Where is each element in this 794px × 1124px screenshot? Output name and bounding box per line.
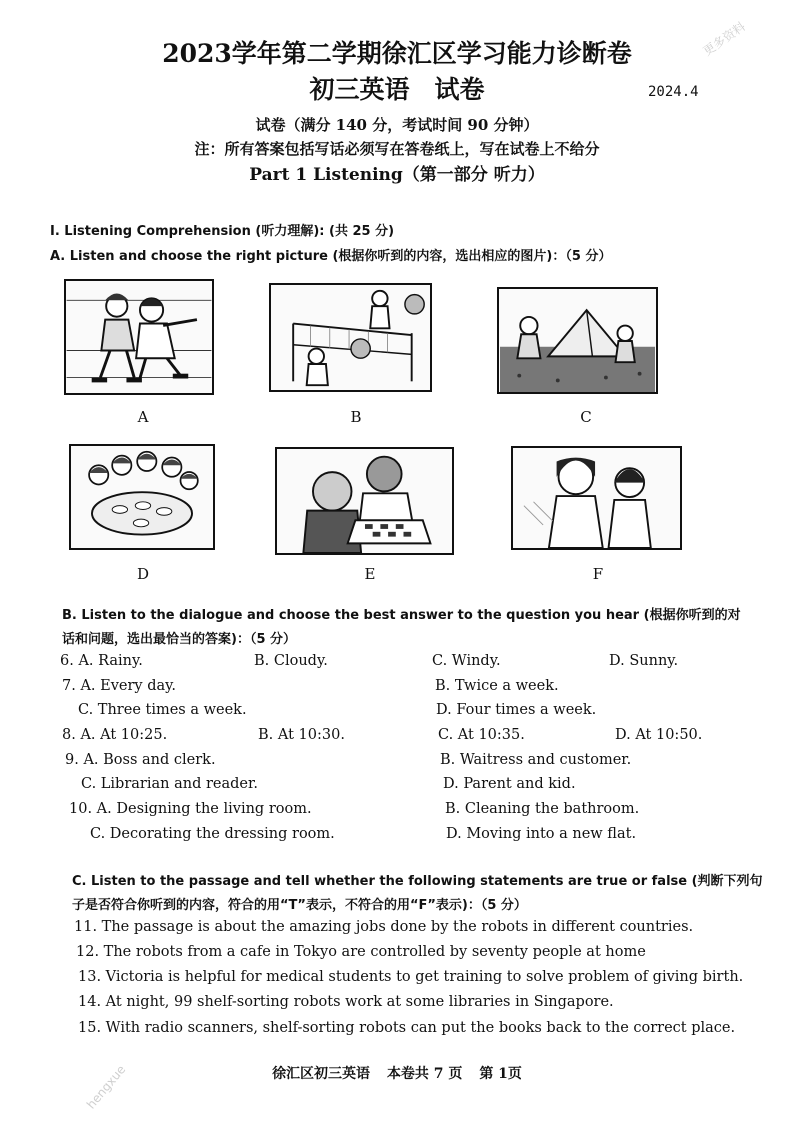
picture-b <box>269 283 432 392</box>
q8-option-a: 8. A. At 10:25. <box>62 727 168 743</box>
picture-label-d: D <box>136 565 150 583</box>
q8-option-c: C. At 10:35. <box>438 727 525 743</box>
statement-14: 14. At night, 99 shelf-sorting robots work at some libraries in Singapore. <box>78 994 614 1010</box>
section-c-title-line1: C. Listen to the passage and tell whether the following statements are true or false (判断下列句 <box>72 874 763 889</box>
q9-option-c: C. Librarian and reader. <box>81 776 258 792</box>
footer-district: 徐汇区初三英语 <box>272 1066 371 1082</box>
picture-label-a: A <box>137 408 149 426</box>
q7-option-b: B. Twice a week. <box>435 678 559 694</box>
q9-option-b: B. Waitress and customer. <box>440 752 632 768</box>
q7-option-c: C. Three times a week. <box>78 702 247 718</box>
watermark-bottom: hengxue <box>83 1062 129 1112</box>
picture-label-e: E <box>364 565 376 583</box>
footer-page-number: 第 1页 <box>479 1066 522 1082</box>
statement-15: 15. With radio scanners, shelf-sorting robots can put the books back to the correct place. <box>78 1020 736 1036</box>
q9-option-a: 9. A. Boss and clerk. <box>65 752 216 768</box>
watermark-top: 更多资料 <box>700 19 748 59</box>
exam-date: 2024.4 <box>648 84 699 100</box>
picture-label-b: B <box>350 408 362 426</box>
exam-title: 2023学年第二学期徐汇区学习能力诊断卷 <box>162 39 632 68</box>
picture-a <box>64 279 214 395</box>
picture-label-c: C <box>580 408 592 426</box>
q6-option-d: D. Sunny. <box>609 653 679 669</box>
page-footer <box>0 1063 794 1083</box>
footer-total-pages: 本卷共 7 页 <box>386 1066 463 1082</box>
section-a-title: A. Listen and choose the right picture (根据你听到的内容，选出相应的图片)：（5 分） <box>50 249 612 264</box>
exam-info: 试卷（满分 140 分，考试时间 90 分钟） <box>255 116 539 134</box>
section-i-title: I. Listening Comprehension (听力理解): (共 25 分) <box>50 224 395 239</box>
section-b-title-line1: B. Listen to the dialogue and choose the best answer to the question you hear (根据你听到的对 <box>62 608 741 623</box>
picture-label-f: F <box>592 565 604 583</box>
q6-option-b: B. Cloudy. <box>254 653 328 669</box>
picture-d <box>69 444 215 550</box>
exam-subtitle: 初三英语 试卷 <box>309 75 485 104</box>
statement-12: 12. The robots from a cafe in Tokyo are controlled by seventy people at home <box>76 944 646 960</box>
picture-f <box>511 446 682 550</box>
q8-option-d: D. At 10:50. <box>615 727 703 743</box>
q7-option-d: D. Four times a week. <box>436 702 597 718</box>
badminton-icon <box>271 285 430 390</box>
exam-note: 注：所有答案包括写话必须写在答卷纸上，写在试卷上不给分 <box>194 140 600 158</box>
q10-option-d: D. Moving into a new flat. <box>446 826 637 842</box>
picture-e <box>275 447 454 555</box>
family-dinner-icon <box>71 446 213 548</box>
chess-players-icon <box>277 449 452 553</box>
q6-option-c: C. Windy. <box>432 653 501 669</box>
section-c-title-line2: 子是否符合你听到的内容，符合的用“T”表示，不符合的用“F”表示)：（5 分） <box>72 898 527 913</box>
q9-option-d: D. Parent and kid. <box>443 776 576 792</box>
picture-c <box>497 287 658 394</box>
q10-option-c: C. Decorating the dressing room. <box>90 826 335 842</box>
two-girls-icon <box>513 448 680 548</box>
q7-option-a: 7. A. Every day. <box>62 678 177 694</box>
part-heading: Part 1 Listening（第一部分 听力） <box>249 165 545 185</box>
q8-option-b: B. At 10:30. <box>258 727 345 743</box>
q6-option-a: 6. A. Rainy. <box>60 653 143 669</box>
statement-11: 11. The passage is about the amazing jobs done by the robots in different countries. <box>74 919 694 935</box>
q10-option-a: 10. A. Designing the living room. <box>69 801 312 817</box>
skating-couple-icon <box>66 281 212 393</box>
statement-13: 13. Victoria is helpful for medical students to get training to solve problem of giving birth. <box>78 969 744 985</box>
camping-tent-icon <box>499 289 656 392</box>
section-b-title-line2: 话和问题，选出最恰当的答案)：（5 分） <box>62 632 297 647</box>
q10-option-b: B. Cleaning the bathroom. <box>445 801 640 817</box>
